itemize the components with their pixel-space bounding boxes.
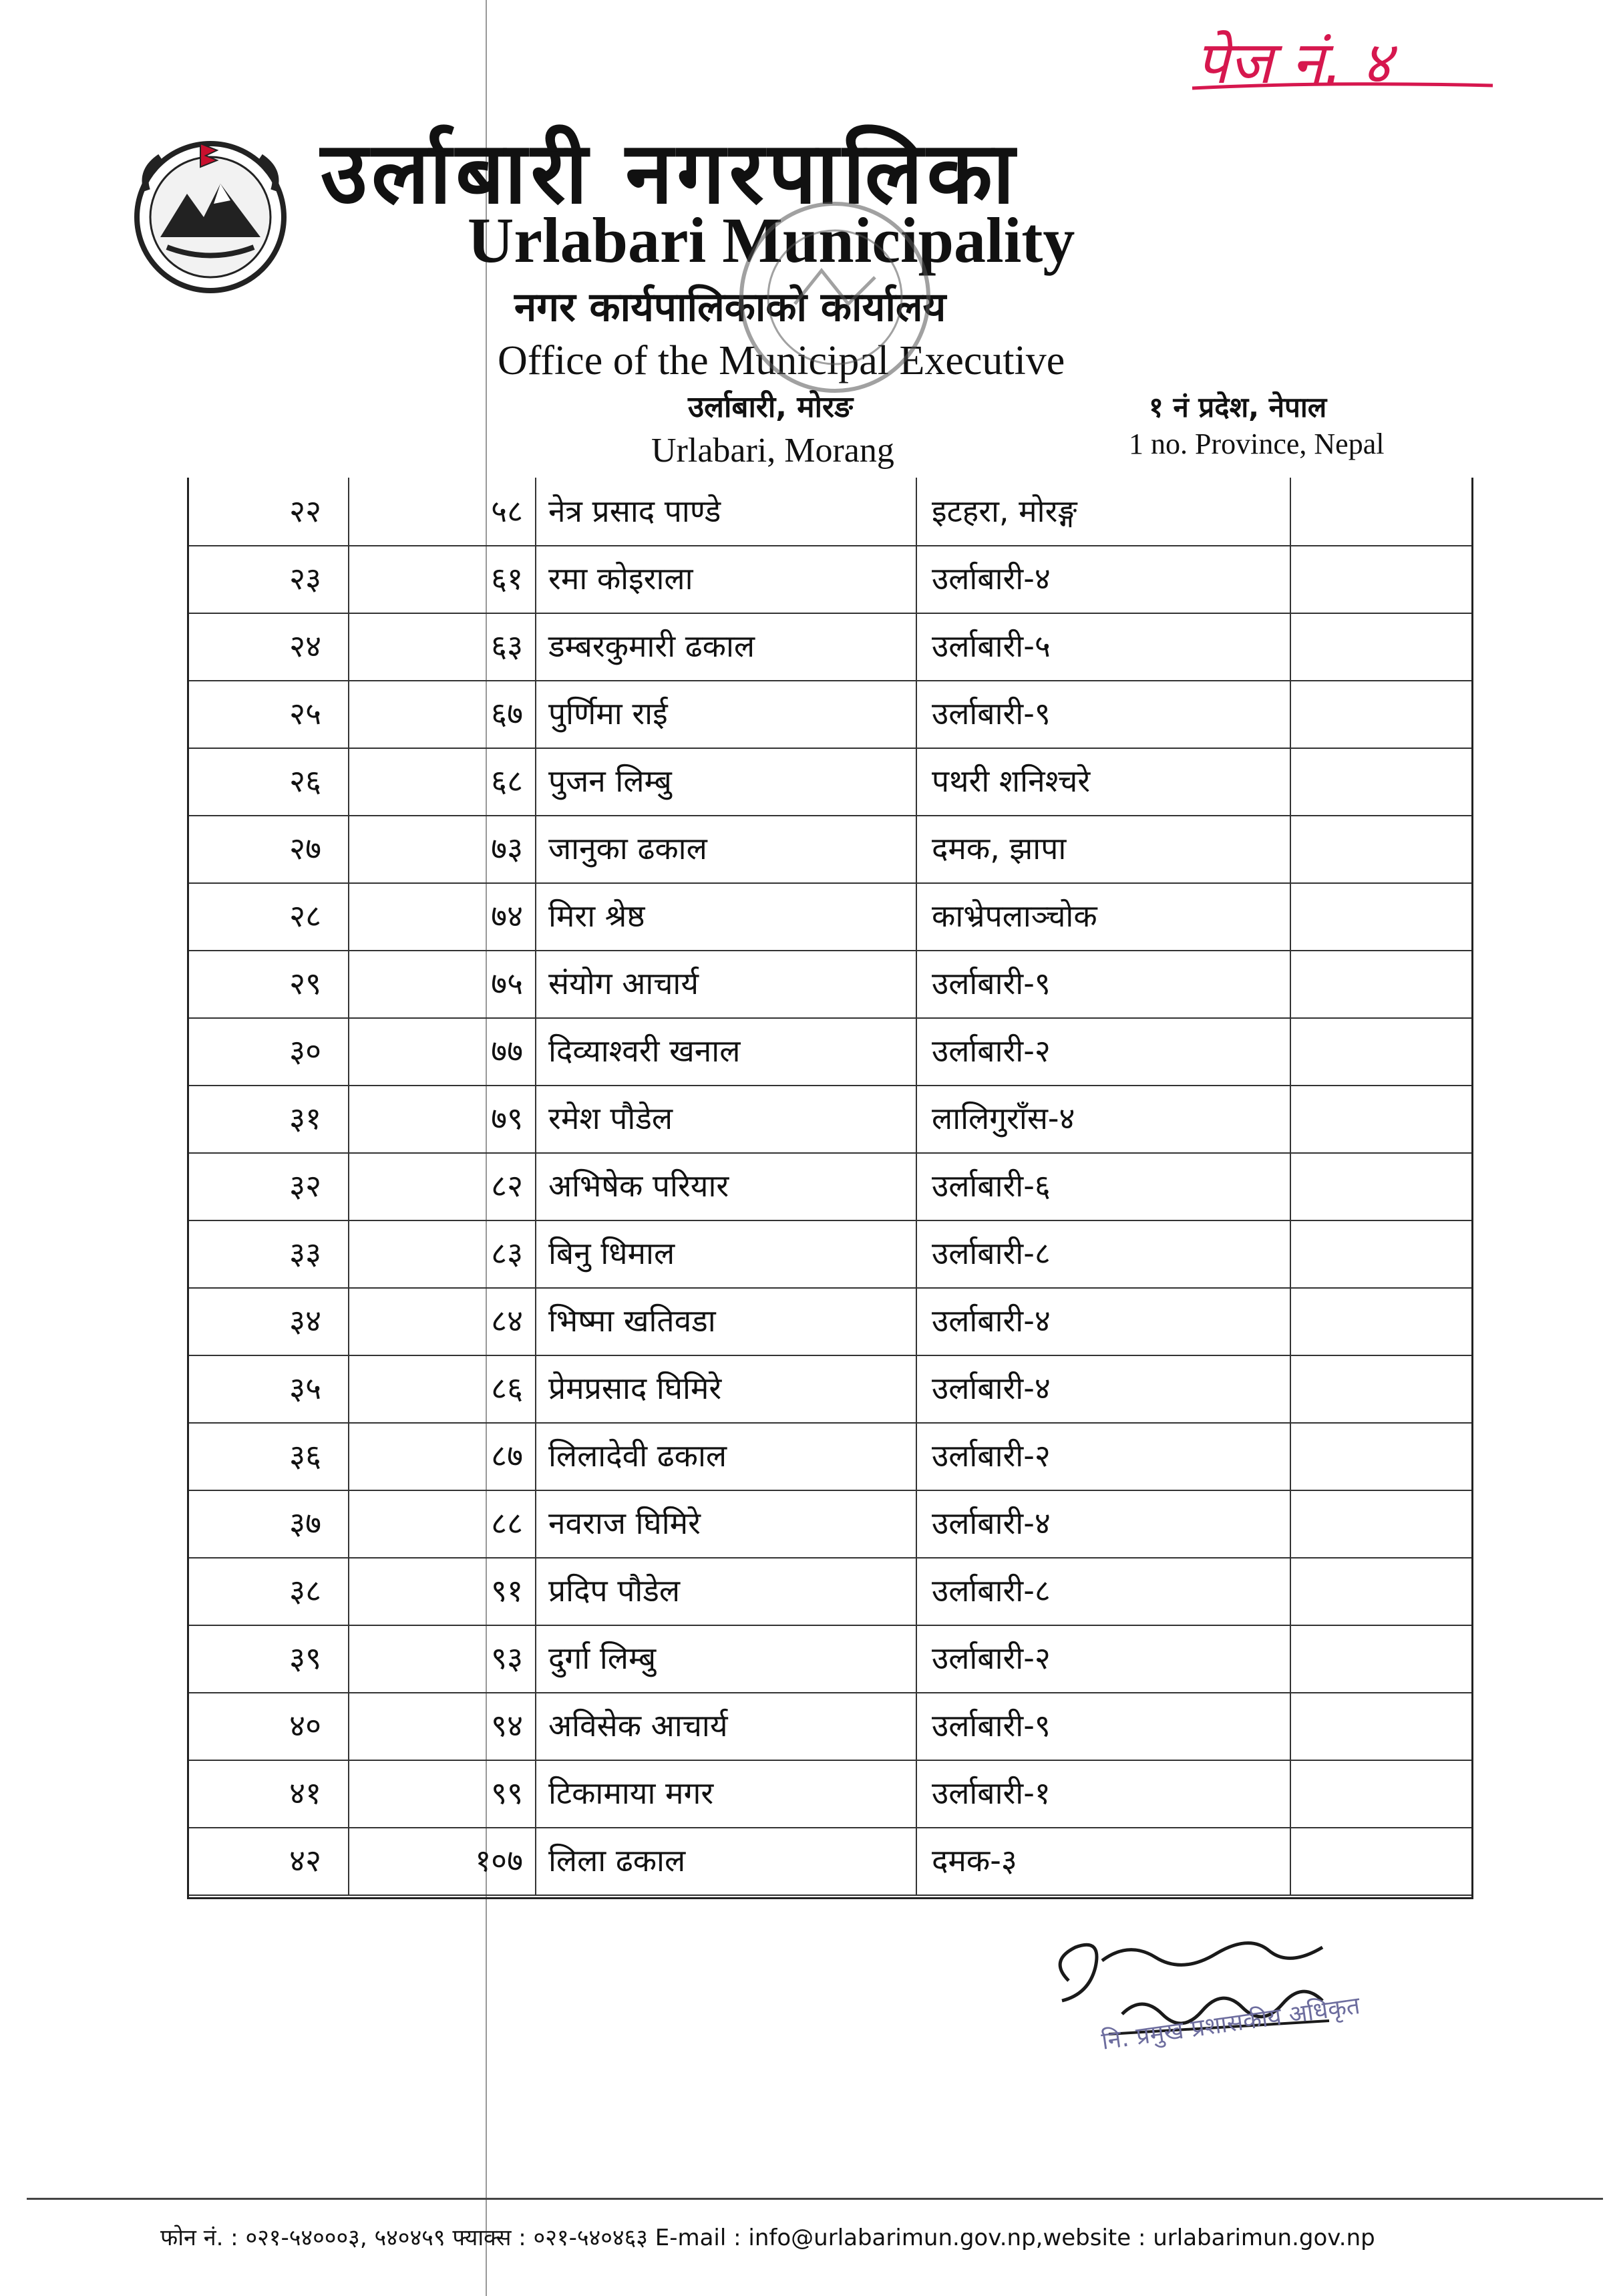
table-row	[189, 613, 1471, 681]
table-row	[189, 950, 1471, 1019]
serial-number-cell: २८	[189, 882, 349, 950]
serial-number-cell: ४१	[189, 1760, 349, 1827]
serial-number-cell: ३७	[189, 1490, 349, 1557]
table-row	[189, 1557, 1471, 1626]
blank-cell	[1291, 1557, 1471, 1625]
id-number-cell: ८३	[349, 1220, 536, 1287]
id-number-cell: १०७	[349, 1827, 536, 1895]
office-title-nepali: नगर कार्यपालिकाको कार्यालय	[514, 284, 946, 331]
blank-cell	[1291, 950, 1471, 1017]
name-cell: पुजन लिम्बु	[536, 748, 917, 815]
id-number-cell: ६१	[349, 545, 536, 613]
id-number-cell: ७५	[349, 950, 536, 1017]
nepal-government-emblem-icon	[120, 130, 301, 297]
serial-number-cell: ४०	[189, 1692, 349, 1760]
blank-cell	[1291, 1017, 1471, 1085]
serial-number-cell: २४	[189, 613, 349, 680]
serial-number-cell: २७	[189, 815, 349, 882]
id-number-cell: ५८	[349, 478, 536, 545]
name-cell: रमा कोइराला	[536, 545, 917, 613]
name-cell: प्रदिप पौडेल	[536, 1557, 917, 1625]
serial-number-cell: २५	[189, 680, 349, 748]
address-cell: काभ्रेपलाञ्चोक	[917, 882, 1291, 950]
address-cell: उर्लाबारी-२	[917, 1625, 1291, 1692]
id-number-cell: ८२	[349, 1152, 536, 1220]
table-row	[189, 1085, 1471, 1154]
table-row	[189, 815, 1471, 884]
id-number-cell: ७९	[349, 1085, 536, 1152]
table-row	[189, 748, 1471, 816]
id-number-cell: ९१	[349, 1557, 536, 1625]
table-row	[189, 478, 1471, 546]
table-row	[189, 1152, 1471, 1221]
name-cell: प्रेमप्रसाद घिमिरे	[536, 1355, 917, 1422]
table-row	[189, 1827, 1471, 1896]
table-row	[189, 1220, 1471, 1289]
blank-cell	[1291, 1220, 1471, 1287]
address-cell: उर्लाबारी-९	[917, 680, 1291, 748]
address-cell: उर्लाबारी-४	[917, 1490, 1291, 1557]
name-cell: अविसेक आचार्य	[536, 1692, 917, 1760]
blank-cell	[1291, 1490, 1471, 1557]
serial-number-cell: ३२	[189, 1152, 349, 1220]
id-number-cell: ७४	[349, 882, 536, 950]
address-cell: दमक-३	[917, 1827, 1291, 1895]
table-row	[189, 882, 1471, 951]
serial-number-cell: ३६	[189, 1422, 349, 1490]
address-cell: उर्लाबारी-४	[917, 1355, 1291, 1422]
address-cell: लालिगुराँस-४	[917, 1085, 1291, 1152]
table-row	[189, 545, 1471, 614]
table-row	[189, 1760, 1471, 1828]
name-cell: भिष्मा खतिवडा	[536, 1287, 917, 1355]
blank-cell	[1291, 882, 1471, 950]
serial-number-cell: २३	[189, 545, 349, 613]
id-number-cell: ७७	[349, 1017, 536, 1085]
serial-number-cell: ३८	[189, 1557, 349, 1625]
id-number-cell: ९३	[349, 1625, 536, 1692]
page-number-underline	[1189, 80, 1496, 94]
table-row	[189, 680, 1471, 749]
address-english: Urlabari, Morang	[651, 432, 894, 470]
address-cell: उर्लाबारी-४	[917, 1287, 1291, 1355]
name-cell: लिलादेवी ढकाल	[536, 1422, 917, 1490]
name-cell: बिनु धिमाल	[536, 1220, 917, 1287]
blank-cell	[1291, 1422, 1471, 1490]
serial-number-cell: ३५	[189, 1355, 349, 1422]
serial-number-cell: २२	[189, 478, 349, 545]
municipality-title-nepali: उर्लाबारी नगरपालिका	[321, 124, 1019, 223]
serial-number-cell: ३४	[189, 1287, 349, 1355]
address-cell: उर्लाबारी-१	[917, 1760, 1291, 1827]
office-title-english: Office of the Municipal Executive	[498, 338, 1065, 383]
footer-contact-info: फोन नं. : ०२१-५४०००३, ५४०४५९ फ्याक्स : ०२१-५४०४६३ E-mail : info@urlabarimun.gov.np,website : urlabarimun.gov.np	[160, 2225, 1375, 2251]
table-row	[189, 1287, 1471, 1356]
id-number-cell: ८६	[349, 1355, 536, 1422]
blank-cell	[1291, 478, 1471, 545]
office-seal-stamp-icon	[721, 190, 948, 404]
id-number-cell: ८७	[349, 1422, 536, 1490]
name-cell: नेत्र प्रसाद पाण्डे	[536, 478, 917, 545]
name-cell: रमेश पौडेल	[536, 1085, 917, 1152]
name-cell: मिरा श्रेष्ठ	[536, 882, 917, 950]
table-row	[189, 1422, 1471, 1491]
address-cell: इटहरा, मोरङ्ग	[917, 478, 1291, 545]
address-cell: पथरी शनिश्चरे	[917, 748, 1291, 815]
blank-cell	[1291, 1287, 1471, 1355]
address-cell: उर्लाबारी-६	[917, 1152, 1291, 1220]
id-number-cell: ८८	[349, 1490, 536, 1557]
address-cell: उर्लाबारी-९	[917, 950, 1291, 1017]
id-number-cell: ६३	[349, 613, 536, 680]
serial-number-cell: ३३	[189, 1220, 349, 1287]
serial-number-cell: ३०	[189, 1017, 349, 1085]
name-cell: टिकामाया मगर	[536, 1760, 917, 1827]
signatory-title: नि. प्रमुख प्रशासकीय अधिकृत	[1099, 1991, 1362, 2056]
blank-cell	[1291, 1692, 1471, 1760]
id-number-cell: ८४	[349, 1287, 536, 1355]
name-cell: पुर्णिमा राई	[536, 680, 917, 748]
blank-cell	[1291, 1085, 1471, 1152]
id-number-cell: ६८	[349, 748, 536, 815]
footer-divider	[27, 2198, 1603, 2200]
address-cell: उर्लाबारी-९	[917, 1692, 1291, 1760]
id-number-cell: ९९	[349, 1760, 536, 1827]
province-nepali: १ नं प्रदेश, नेपाल	[1149, 391, 1327, 424]
blank-cell	[1291, 545, 1471, 613]
serial-number-cell: ३९	[189, 1625, 349, 1692]
id-number-cell: ९४	[349, 1692, 536, 1760]
table-row	[189, 1625, 1471, 1693]
name-cell: दुर्गा लिम्बु	[536, 1625, 917, 1692]
name-cell: दिव्याश्वरी खनाल	[536, 1017, 917, 1085]
blank-cell	[1291, 680, 1471, 748]
page-number-handwritten: पेज नं. ४	[1196, 28, 1392, 97]
blank-cell	[1291, 1152, 1471, 1220]
address-cell: उर्लाबारी-८	[917, 1557, 1291, 1625]
address-cell: उर्लाबारी-८	[917, 1220, 1291, 1287]
address-cell: उर्लाबारी-५	[917, 613, 1291, 680]
blank-cell	[1291, 1625, 1471, 1692]
serial-number-cell: ४२	[189, 1827, 349, 1895]
name-cell: डम्बरकुमारी ढकाल	[536, 613, 917, 680]
blank-cell	[1291, 748, 1471, 815]
name-cell: संयोग आचार्य	[536, 950, 917, 1017]
address-cell: उर्लाबारी-२	[917, 1422, 1291, 1490]
table-row	[189, 1490, 1471, 1559]
name-cell: जानुका ढकाल	[536, 815, 917, 882]
table-row	[189, 1355, 1471, 1424]
province-english: 1 no. Province, Nepal	[1129, 428, 1385, 460]
blank-cell	[1291, 815, 1471, 882]
id-number-cell: ७३	[349, 815, 536, 882]
address-nepali: उर्लाबारी, मोरङ	[688, 390, 854, 424]
staff-list-table	[187, 478, 1473, 1899]
serial-number-cell: ३१	[189, 1085, 349, 1152]
blank-cell	[1291, 613, 1471, 680]
serial-number-cell: २९	[189, 950, 349, 1017]
blank-cell	[1291, 1355, 1471, 1422]
address-cell: उर्लाबारी-४	[917, 545, 1291, 613]
table-row	[189, 1017, 1471, 1086]
serial-number-cell: २६	[189, 748, 349, 815]
blank-cell	[1291, 1760, 1471, 1827]
name-cell: लिला ढकाल	[536, 1827, 917, 1895]
name-cell: नवराज घिमिरे	[536, 1490, 917, 1557]
id-number-cell: ६७	[349, 680, 536, 748]
address-cell: उर्लाबारी-२	[917, 1017, 1291, 1085]
address-cell: दमक, झापा	[917, 815, 1291, 882]
name-cell: अभिषेक परियार	[536, 1152, 917, 1220]
municipality-title-english: Urlabari Municipality	[468, 204, 1075, 276]
blank-cell	[1291, 1827, 1471, 1895]
table-row	[189, 1692, 1471, 1761]
